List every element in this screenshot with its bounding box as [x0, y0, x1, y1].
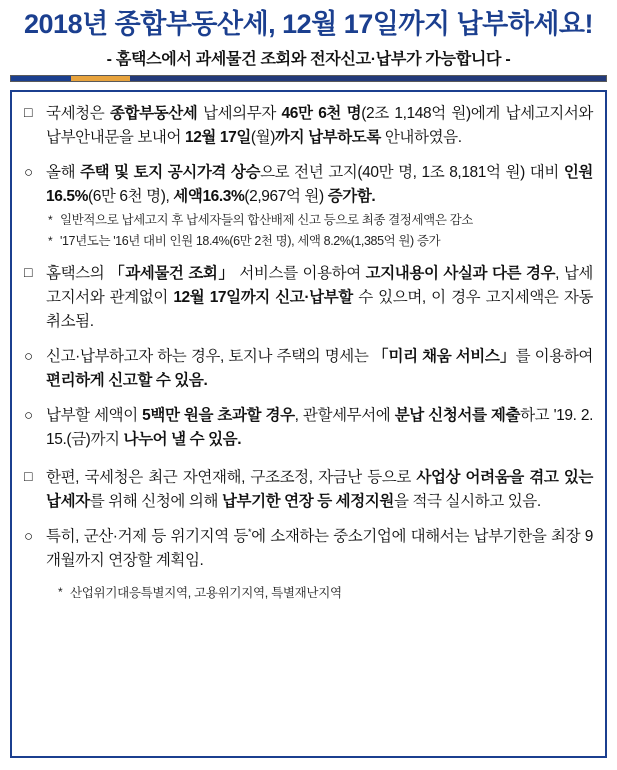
paragraph-text	[46, 525, 593, 573]
emphasis-text: 종합부동산세	[109, 104, 198, 122]
body-text: 신고·납부하고자 하는 경우, 토지나 주택의 명세는	[46, 348, 373, 366]
footnote-text: 산업위기대응특별지역, 고용위기지역, 특별재난지역	[70, 586, 342, 601]
paragraph-spacer	[24, 152, 593, 161]
body-text: 납부할 세액이	[46, 407, 143, 425]
square-bullet-icon: □	[24, 264, 33, 281]
emphasis-text: 46만 6천 명	[281, 104, 362, 122]
circle-bullet-icon: ○	[24, 163, 34, 181]
body-text: 안내하였음.	[380, 128, 462, 146]
paragraph-text	[46, 404, 593, 452]
body-text: (월)	[250, 128, 276, 146]
body-text: 를 이용하여	[515, 348, 593, 366]
emphasis-text: 나누어 낼 수 있음.	[123, 431, 242, 449]
paragraph-block	[24, 262, 593, 334]
body-text: 납세의무자	[197, 104, 282, 122]
body-text: 대비	[524, 163, 564, 181]
circle-bullet-icon: ○	[24, 407, 34, 425]
body-text: , 관할세무서에	[294, 407, 395, 425]
emphasis-text: 「과세물건 조회」	[109, 265, 235, 283]
body-text: 에게 납세고지서와 납부안내문을 보내어	[46, 104, 593, 146]
emphasis-text: 12월 17일까지 신고·납부할	[173, 289, 353, 307]
content-box	[10, 90, 607, 758]
paragraph-text	[46, 466, 593, 514]
emphasis-text: 주택 및 토지 공시가격 상승	[80, 163, 261, 181]
body-text: 수 있으며, 이 경우 고지세액은 자동 취소됨.	[46, 289, 593, 331]
paragraph-block	[24, 404, 593, 452]
emphasis-text: 증가함.	[327, 187, 376, 205]
emphasis-text: 편리하게 신고할 수 있음.	[46, 372, 208, 390]
emphasis-text: 5백만 원을 초과할 경우	[142, 407, 295, 425]
body-text: 을 적극 실시하고 있음.	[393, 493, 541, 511]
paragraph-spacer	[24, 336, 593, 345]
body-text: , 납세고지서와 관계없이	[46, 265, 593, 307]
footnote-line	[48, 211, 593, 230]
emphasis-text: 사업상 어려움을 겪고 있는 납세자	[46, 469, 594, 511]
body-text: 한편, 국세청은 최근 자연재해, 구조조정, 자금난 등으로	[46, 469, 417, 487]
emphasis-text: 인원	[563, 163, 593, 181]
body-text: (2,967억 원)	[244, 187, 324, 205]
paragraph-spacer	[24, 516, 593, 525]
paragraph-text	[46, 345, 593, 393]
body-text: 를 위해 신청에 의해	[89, 493, 222, 511]
footnote-text: 일반적으로 납세고지 후 납세자들의 합산배제 신고 등으로 최종 결정세액은 감소	[60, 212, 473, 227]
square-bullet-icon: □	[24, 103, 33, 120]
color-bar-segment-orange	[71, 76, 131, 81]
circle-bullet-icon: ○	[24, 348, 34, 366]
body-text: 서비스를 이용하여	[234, 265, 366, 283]
paragraph-spacer	[24, 395, 593, 404]
body-text: 하고 '19. 2. 15.(금)까지	[46, 407, 593, 449]
paragraph-spacer	[24, 250, 593, 262]
paragraph-text	[46, 102, 593, 150]
emphasis-text: 고지내용이 사실과 다른 경우	[365, 265, 556, 283]
circle-bullet-icon: ○	[24, 528, 34, 546]
body-text: 으로 전년 고지	[260, 163, 358, 181]
paragraph-block	[24, 345, 593, 393]
paragraph-block	[24, 525, 593, 573]
body-text: 에 소재하는 중소기업에 대해서는 납부기한을 최장 9개월까지 연장할 계획임.	[46, 528, 593, 570]
body-text: 특히, 군산·거제 등 위기지역 등	[46, 528, 248, 546]
page-title: 2018년 종합부동산세, 12월 17일까지 납부하세요!	[24, 9, 593, 39]
page-subtitle: - 홈택스에서 과세물건 조회와 전자신고·납부가 가능합니다 -	[106, 50, 511, 68]
footnote-line	[48, 232, 593, 251]
body-text: (6만 6천 명)	[87, 187, 166, 205]
paragraph-block	[24, 161, 593, 209]
document-footnote	[58, 583, 593, 601]
emphasis-text: 납부기한 연장 등 세정지원	[221, 493, 394, 511]
body-text: ,	[165, 187, 174, 205]
emphasis-text: 분납 신청서를 제출	[394, 407, 521, 425]
content-list	[24, 102, 593, 602]
paragraph-text	[46, 161, 593, 209]
body-text: *	[247, 527, 252, 538]
body-text: (2조 1,148억 원)	[361, 104, 471, 122]
emphasis-text: 「미리 채움 서비스」	[372, 348, 516, 366]
asterisk-icon: *	[48, 212, 53, 227]
footnote-text: '17년도는 '16년 대비 인원 18.4%(6만 2천 명), 세액 8.2%(1,385억 원) 증가	[60, 233, 441, 248]
emphasis-text: 16.3%	[202, 187, 245, 205]
body-text: 홈택스의	[46, 265, 110, 283]
asterisk-icon: *	[48, 233, 53, 248]
emphasis-text: 까지 납부하도록	[275, 128, 381, 146]
decorative-color-bar	[10, 75, 607, 82]
color-bar-segment-blue	[11, 76, 71, 81]
emphasis-text: 16.5%	[46, 187, 88, 205]
color-bar-segment-navy	[130, 76, 606, 81]
emphasis-text: 세액	[173, 187, 203, 205]
body-text: 올해	[46, 163, 81, 181]
body-text: (40만 명, 1조 8,181억 원)	[357, 163, 525, 181]
paragraph-text	[46, 262, 593, 334]
document-header	[0, 0, 617, 69]
paragraph-block	[24, 102, 593, 150]
paragraph-spacer	[24, 454, 593, 466]
square-bullet-icon: □	[24, 468, 33, 485]
asterisk-icon: *	[58, 585, 63, 600]
body-text: 국세청은	[46, 104, 110, 122]
paragraph-block	[24, 466, 593, 514]
emphasis-text: 12월 17일	[184, 128, 251, 146]
